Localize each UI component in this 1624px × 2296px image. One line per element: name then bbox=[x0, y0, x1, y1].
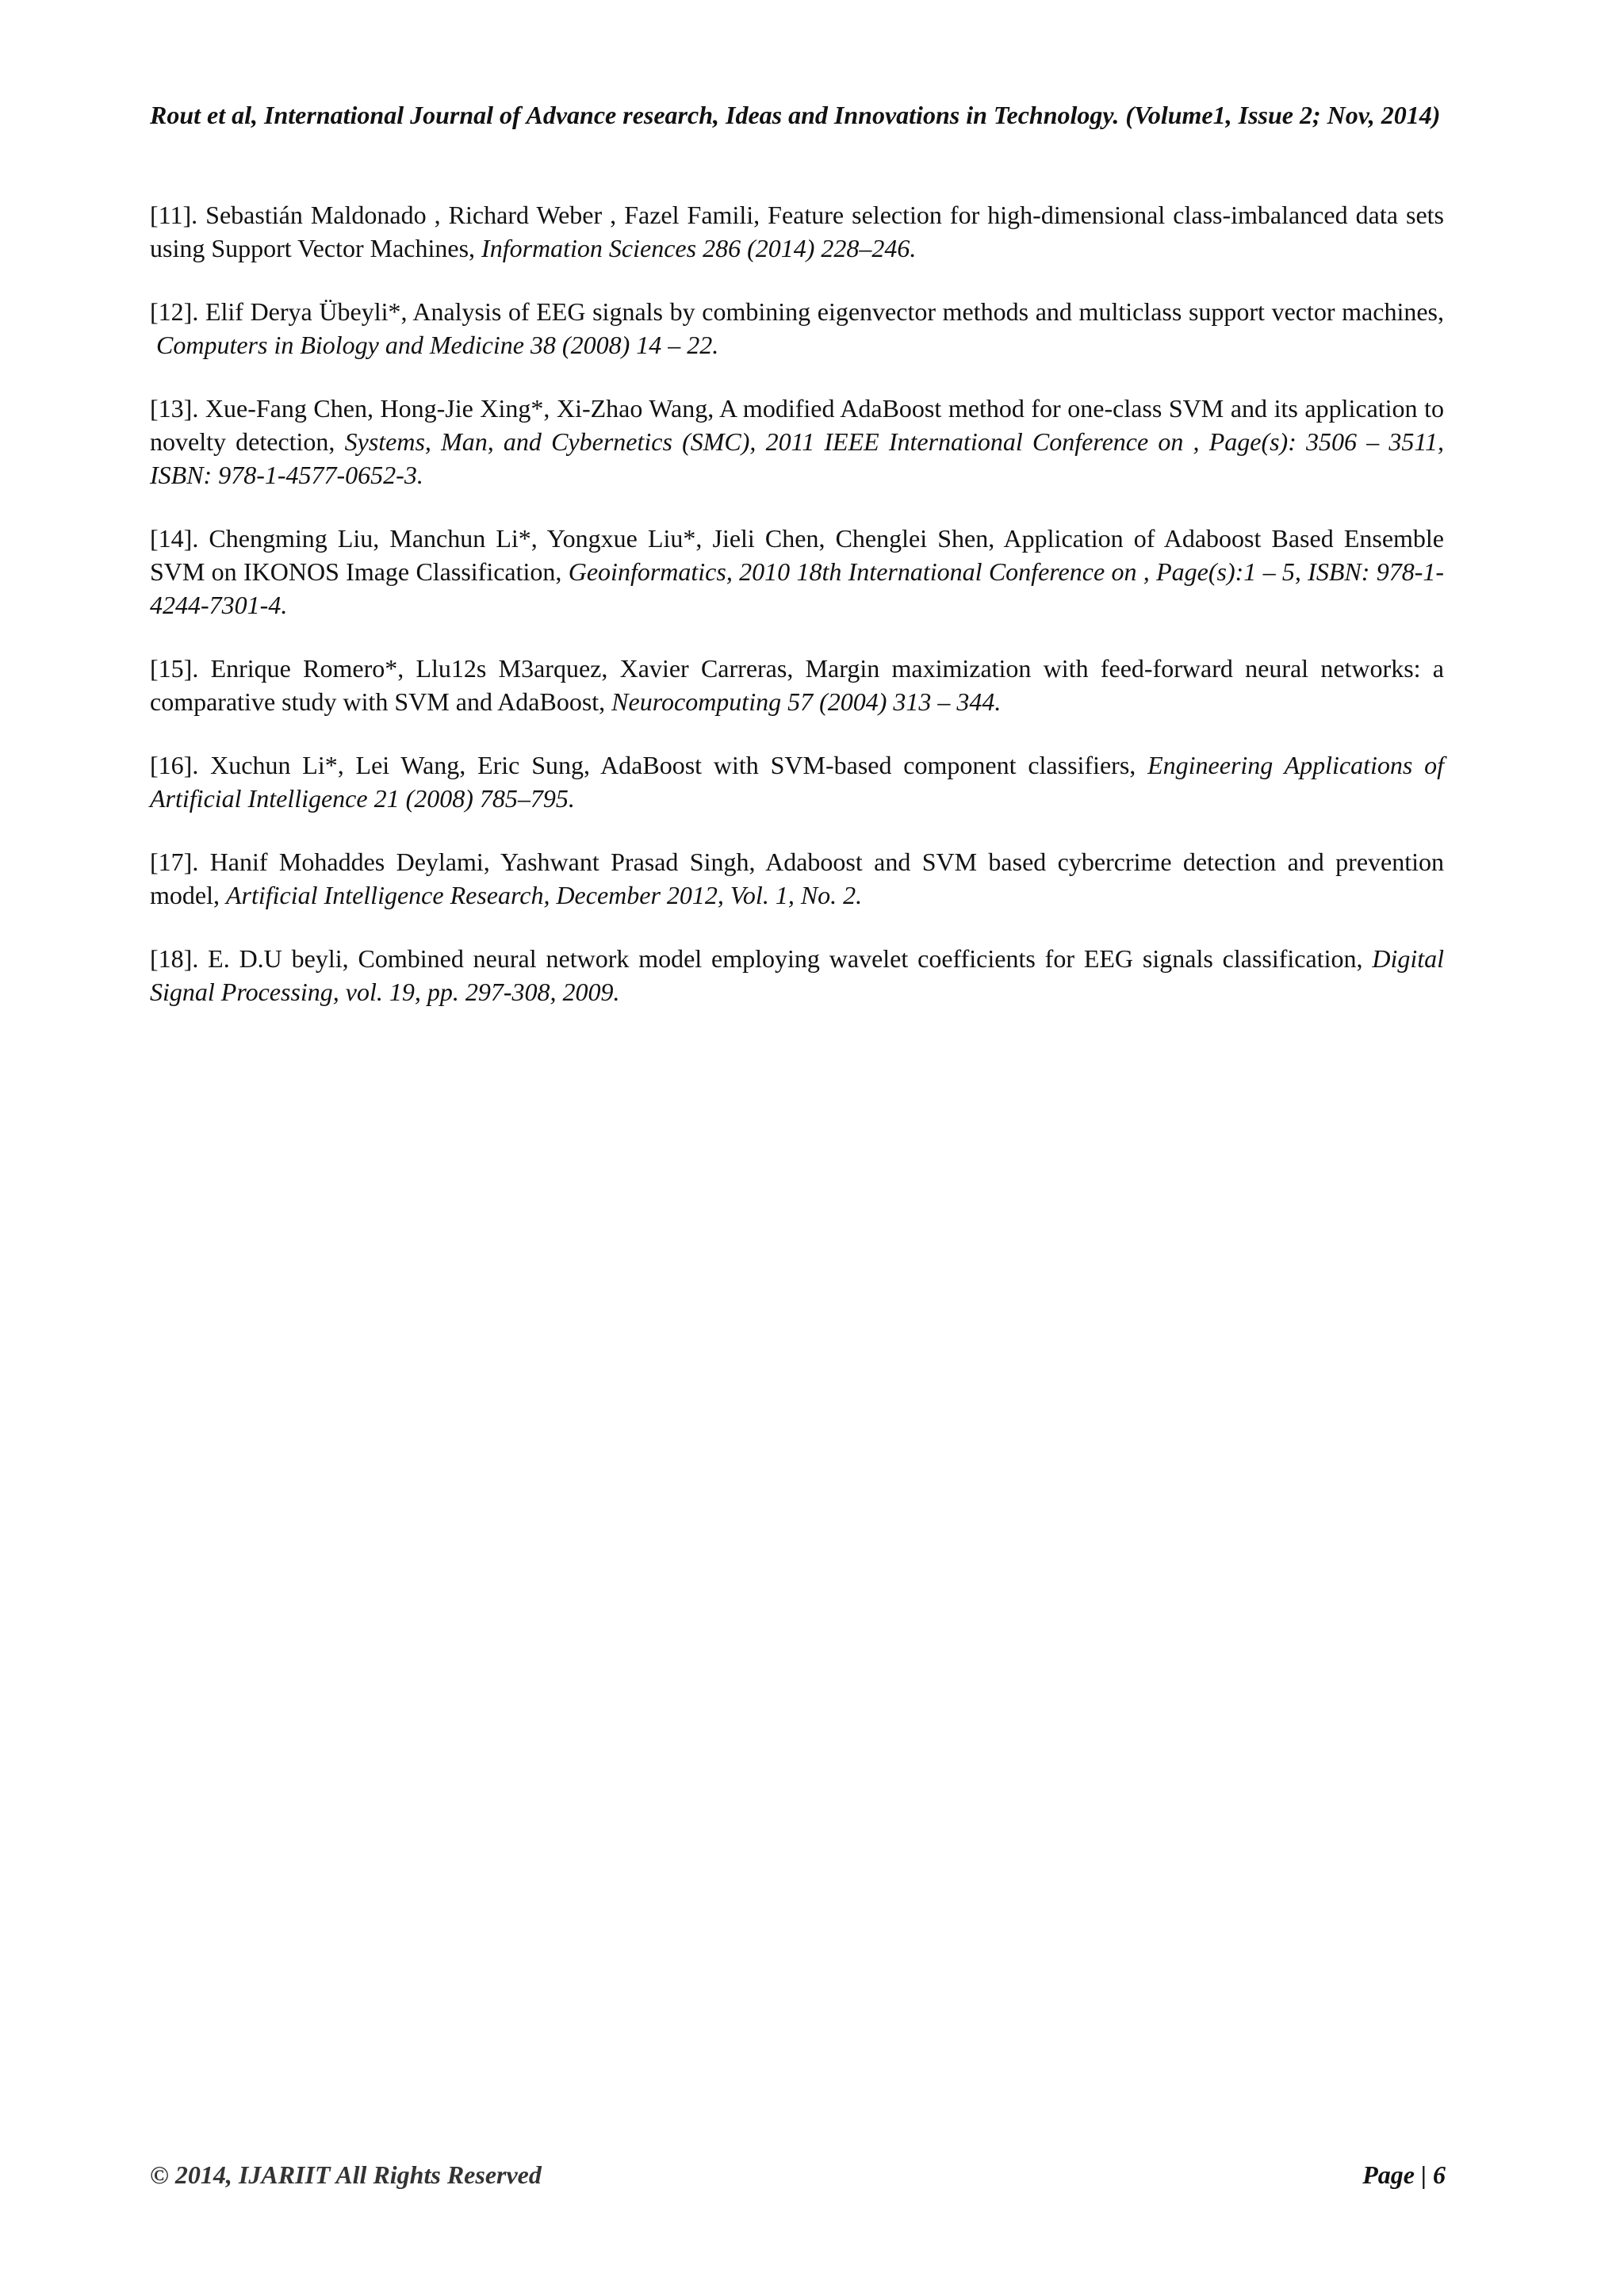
reference-label: [16]. bbox=[150, 751, 199, 779]
reference-text: E. D.U beyli, Combined neural network model employing wavelet coefficients for EEG signals classification, bbox=[208, 944, 1363, 973]
reference-label: [15]. bbox=[150, 654, 199, 683]
reference-label: [17]. bbox=[150, 848, 199, 876]
reference-label: [18]. bbox=[150, 944, 199, 973]
reference-source: Systems, Man, and Cybernetics (SMC), 2011 IEEE International Conference on , Page(s): 3506 – 3511, ISBN: 978-1-4577-0652-3. bbox=[150, 427, 1445, 489]
reference-text: Xuchun Li*, Lei Wang, Eric Sung, AdaBoost with SVM-based component classifiers, bbox=[210, 751, 1136, 779]
reference-label: [11]. bbox=[150, 201, 198, 229]
footer-copyright: © 2014, IJARIIT All Rights Reserved bbox=[150, 2160, 542, 2189]
reference-item bbox=[150, 198, 1444, 265]
reference-item bbox=[150, 652, 1444, 718]
running-header: Rout et al, International Journal of Advance research, Ideas and Innovations in Technology. (Volume1, Issue 2; Nov, 2014) bbox=[150, 101, 1441, 129]
reference-source: Artificial Intelligence Research, December 2012, Vol. 1, No. 2. bbox=[225, 881, 863, 909]
reference-text: Chengming Liu, Manchun Li*, Yongxue Liu*, Jieli Chen, Chenglei Shen, Application of Adaboost Based Ensemble SVM on IKONOS Image Classification, bbox=[150, 524, 1445, 586]
reference-text: Sebastián Maldonado , Richard Weber , Fazel Famili, Feature selection for high-dimensional class-imbalanced data sets using Support Vector Machines, bbox=[150, 201, 1445, 262]
reference-source: Geoinformatics, 2010 18th International Conference on , Page(s):1 – 5, ISBN: 978-1-4244-7301-4. bbox=[150, 557, 1445, 619]
reference-label: [13]. bbox=[150, 394, 199, 423]
reference-list bbox=[150, 198, 1444, 1039]
reference-source: Information Sciences 286 (2014) 228–246. bbox=[481, 234, 917, 262]
reference-item bbox=[150, 295, 1444, 362]
footer-page-number: Page | 6 bbox=[1362, 2160, 1446, 2189]
reference-text: Enrique Romero*, Llu12s M3arquez, Xavier Carreras, Margin maximization with feed-forward neural networks: a comparative study with SVM and AdaBoost, bbox=[150, 654, 1445, 716]
reference-label: [12]. bbox=[150, 297, 199, 326]
reference-item bbox=[150, 942, 1444, 1008]
reference-label: [14]. bbox=[150, 524, 199, 553]
reference-source: Neurocomputing 57 (2004) 313 – 344. bbox=[611, 687, 1002, 716]
reference-item bbox=[150, 748, 1444, 815]
reference-text: Hanif Mohaddes Deylami, Yashwant Prasad Singh, Adaboost and SVM based cybercrime detection and prevention model, bbox=[150, 848, 1445, 909]
reference-text: Elif Derya Übeyli*, Analysis of EEG signals by combining eigenvector methods and multiclass support vector machines, bbox=[205, 297, 1445, 326]
reference-item bbox=[150, 845, 1444, 912]
reference-item bbox=[150, 522, 1444, 622]
reference-text: Xue-Fang Chen, Hong-Jie Xing*, Xi-Zhao Wang, A modified AdaBoost method for one-class SVM and its application to novelty detection, bbox=[150, 394, 1445, 456]
reference-source: Engineering Applications of Artificial Intelligence 21 (2008) 785–795. bbox=[150, 751, 1445, 813]
reference-source: Computers in Biology and Medicine 38 (2008) 14 – 22. bbox=[156, 331, 719, 359]
reference-item bbox=[150, 392, 1444, 492]
reference-source: Digital Signal Processing, vol. 19, pp. 297-308, 2009. bbox=[150, 944, 1445, 1006]
